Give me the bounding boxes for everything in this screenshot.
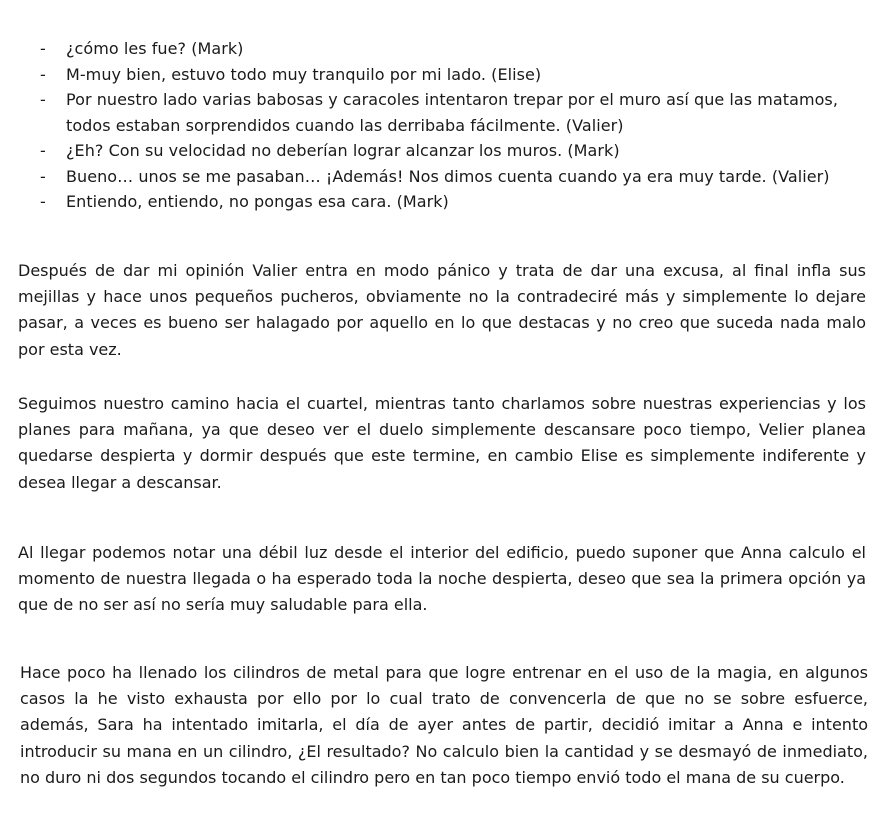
dialogue-dash: - — [40, 141, 46, 160]
dialogue-text: M-muy bien, estuvo todo muy tranquilo por mi lado. (Elise) — [66, 64, 542, 84]
dialogue-list — [40, 36, 880, 215]
dialogue-line — [40, 62, 880, 88]
dialogue-line — [40, 189, 880, 215]
dialogue-dash: - — [40, 192, 46, 211]
dialogue-dash: - — [40, 166, 46, 186]
dialogue-text: Entiendo, entiendo, no pongas esa cara. (Mark) — [66, 192, 449, 211]
dialogue-line — [40, 36, 880, 62]
body-paragraph: Después de dar mi opinión Valier entra en modo pánico y trata de dar una excusa, al final infla sus mejillas y hace unos pequeños pucheros, obviamente no la contradeciré más y simplemente lo dejare pasar, a veces es bueno ser halagado por aquello en lo que destacas y no creo que suceda nada malo por esta vez. — [18, 261, 866, 359]
body-paragraph: Hace poco ha llenado los cilindros de metal para que logre entrenar en el uso de la magia, en algunos casos la he visto exhausta por ello por lo cual trato de convencerla de que no se sobre esfuerce, además, Sara ha intentado imitarla, el día de ayer antes de partir, decidió imitar a Anna e intento introducir su mana en un cilindro, ¿El resultado? No calculo bien la cantidad y se desmayó de inmediato, no duro ni dos segundos tocando el cilindro pero en tan poco tiempo envió todo el mana de su cuerpo. — [20, 663, 868, 787]
dialogue-dash: - — [40, 64, 46, 84]
dialogue-text: ¿cómo les fue? (Mark) — [66, 39, 244, 58]
dialogue-text: ¿Eh? Con su velocidad no deberían lograr alcanzar los muros. (Mark) — [66, 141, 620, 160]
dialogue-line — [40, 164, 880, 190]
dialogue-line — [40, 87, 880, 138]
dialogue-text: Bueno… unos se me pasaban… ¡Además! Nos dimos cuenta cuando ya era muy tarde. (Valier) — [66, 166, 830, 186]
body-paragraph: Al llegar podemos notar una débil luz desde el interior del edificio, puedo suponer que Anna calculo el momento de nuestra llegada o ha esperado toda la noche despierta, deseo que sea la primera opción ya que de no ser así no sería muy saludable para ella. — [18, 543, 866, 615]
body-paragraph: Seguimos nuestro camino hacia el cuartel, mientras tanto charlamos sobre nuestras experiencias y los planes para mañana, ya que deseo ver el duelo simplemente descansare poco tiempo, Velier planea quedarse despierta y dormir después que este termine, en cambio Elise es simplemente indiferente y desea llegar a descansar. — [18, 394, 866, 492]
dialogue-text: Por nuestro lado varias babosas y caracoles intentaron trepar por el muro así que las matamos, todos estaban sorprendidos cuando las derribaba fácilmente. (Valier) — [66, 90, 838, 135]
dialogue-dash: - — [40, 90, 46, 109]
dialogue-line — [40, 138, 880, 164]
dialogue-dash: - — [40, 39, 46, 58]
